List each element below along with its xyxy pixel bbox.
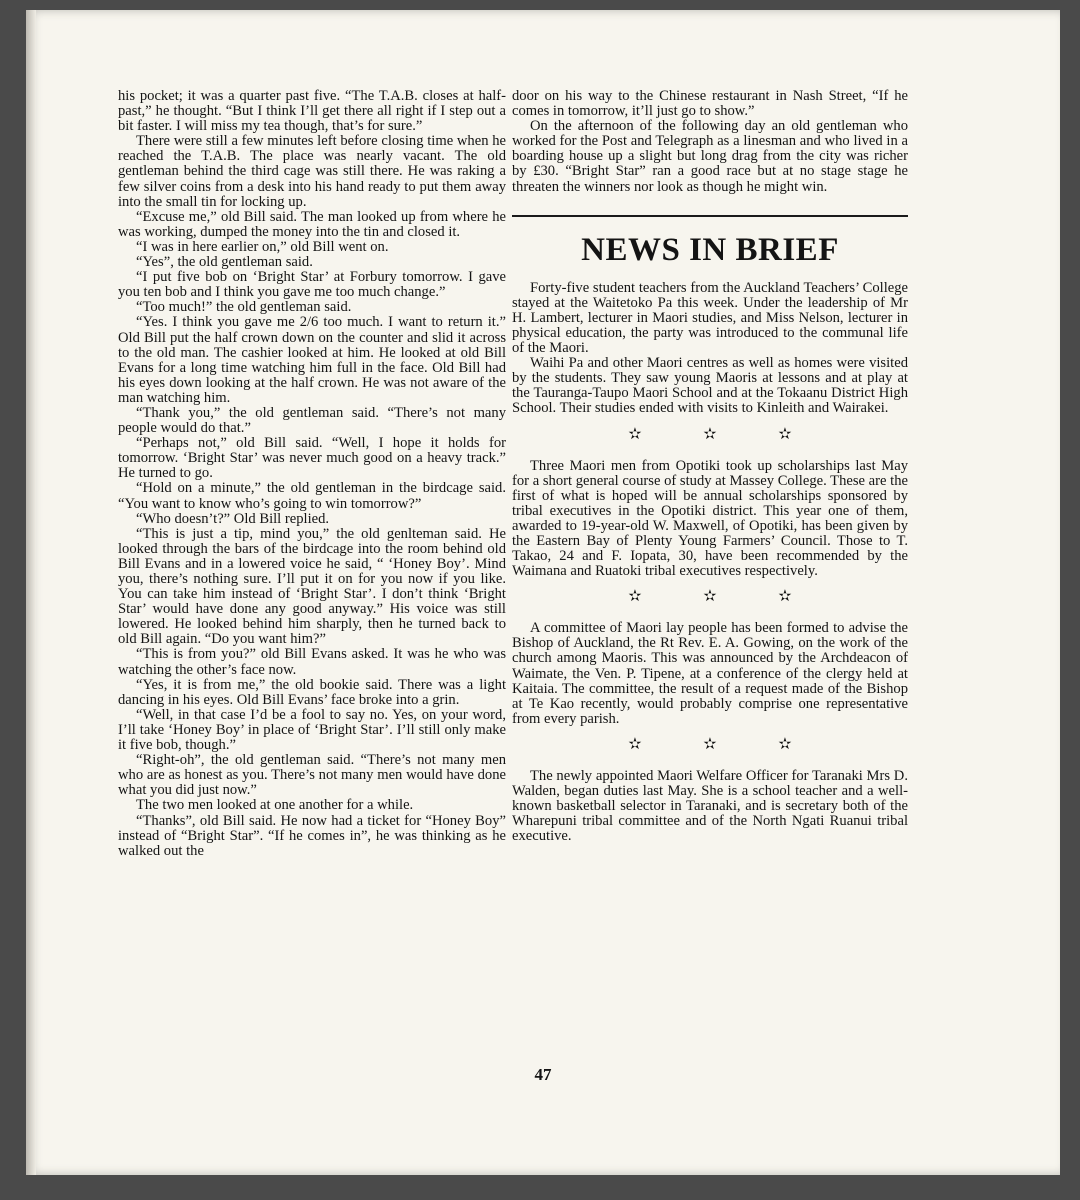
- star-icon: ✫: [703, 425, 717, 443]
- story-paragraph: “Yes”, the old gentleman said.: [136, 254, 313, 271]
- star-icon: ✫: [703, 588, 717, 606]
- section-divider: [512, 215, 908, 217]
- story-paragraph: The two men looked at one another for a while.: [136, 797, 414, 814]
- story-paragraph: his pocket; it was a quarter past five. “The T.A.B. closes at half-past,” he thought. “But I think I’ll get there all right if I step out a bit faster. I will miss my tea though, that’s for sure.”: [118, 88, 506, 135]
- story-paragraph: door on his way to the Chinese restaurant in Nash Street, “If he comes in tomorrow, it’ll just go to show.”: [512, 88, 908, 120]
- story-paragraph: “Excuse me,” old Bill said. The man looked up from where he was working, dumped the money into the tin and closed it.: [118, 208, 506, 240]
- story-paragraph: “I put five bob on ‘Bright Star’ at Forbury tomorrow. I gave you ten bob and I think you gave me too much change.”: [118, 269, 506, 301]
- story-paragraph: “Well, in that case I’d be a fool to say no. Yes, on your word, I’ll take ‘Honey Boy’ in place of ‘Bright Star’. I’ll still only make it five bob, though.”: [118, 706, 506, 754]
- star-icon: ✫: [628, 735, 642, 753]
- news-item-paragraph: A committee of Maori lay people has been formed to advise the Bishop of Auckland, the Rt Rev. E. A. Gowing, on the work of the church among Maoris. This was announced by the Archdeacon of Waimate, the Ven. P. Tipene, at a conference of the clergy held at Kaitaia. The committee, the result of a request made of the Bishop at Te Kao recently, would probably comprise one representative from every parish.: [512, 620, 908, 727]
- story-paragraph: “Too much!” the old gentleman said.: [136, 299, 352, 316]
- story-paragraph: “Right-oh”, the old gentleman said. “There’s not many men who are as honest as you. There’s not many men would have done what you did just now.”: [118, 752, 506, 799]
- story-paragraph: “Thank you,” the old gentleman said. “There’s not many people would do that.”: [118, 404, 506, 437]
- star-icon: ✫: [703, 735, 717, 753]
- story-paragraph: “This is from you?” old Bill Evans asked. It was he who was watching the other’s face now.: [118, 646, 506, 678]
- story-paragraph: “Yes, it is from me,” the old bookie said. There was a light dancing in his eyes. Old Bill Evans’ face broke into a grin.: [118, 676, 506, 708]
- news-item-paragraph: The newly appointed Maori Welfare Officer for Taranaki Mrs D. Walden, began duties last May. She is a school teacher and a well-known basketball selector in Taranaki, and is secretary both of the Wharepuni tribal committee and of the North Ngati Ruanui tribal executive.: [512, 767, 908, 845]
- story-paragraph: “Perhaps not,” old Bill said. “Well, I hope it holds for tomorrow. ‘Bright Star’ was never much good on a heavy track.” He turned to go.: [118, 435, 506, 482]
- story-paragraph: “Thanks”, old Bill said. He now had a ticket for “Honey Boy” instead of “Bright Star”. “If he comes in”, he was thinking as he walked out the: [118, 812, 506, 859]
- story-paragraph: “Yes. I think you gave me 2/6 too much. I want to return it.” Old Bill put the half crown down on the counter and slid it across to the old man. The cashier looked at him. He looked at old Bill Evans for a long time watching him full in the face. Old Bill had his eyes down looking at the half crown. He was not aware of the man watching him.: [118, 314, 506, 406]
- star-icon: ✫: [778, 425, 792, 443]
- story-paragraph: “I was in here earlier on,” old Bill went on.: [136, 238, 389, 255]
- story-paragraph: “Who doesn’t?” Old Bill replied.: [136, 510, 330, 527]
- news-item-paragraph: Waihi Pa and other Maori centres as well as homes were visited by the students. They saw young Maoris at lessons and at play at the Tauranga-Taupo Maori School and at the Tokaanu District High School. Their studies ended with visits to Kinleith and Wairakei.: [512, 355, 908, 417]
- story-paragraph: On the afternoon of the following day an old gentleman who worked for the Post and Telegraph as a linesman and who lived in a boarding house up a slight but long drag from the city was richer by £30. “Bright Star” ran a good race but at no stage stage he threaten the winners nor look as though he might win.: [512, 118, 908, 195]
- column-right: [512, 89, 908, 844]
- star-icon: ✫: [628, 588, 642, 606]
- page-binding-shadow: [26, 10, 36, 1175]
- story-paragraph: “This is just a tip, mind you,” the old genlteman said. He looked through the bars of the birdcage into the room behind old Bill Evans and in a lowered voice he said, “ ‘Honey Boy’. Mind you, there’s nothing sure. I’ll put it on for you now if you like. You can take him instead of ‘Bright Star’. I don’t think ‘Bright Star’ would have done any good anyway.” His voice was still lowered. He looked behind him sharply, then he turned back to old Bill again. “Do you want him?”: [118, 525, 506, 648]
- star-separator: [512, 425, 908, 445]
- star-icon: ✫: [778, 735, 792, 753]
- news-heading: NEWS IN BRIEF: [581, 231, 839, 268]
- page-number: 47: [534, 1065, 552, 1084]
- story-paragraph: “Hold on a minute,” the old gentleman in the birdcage said. “You want to know who’s going to win tomorrow?”: [118, 480, 506, 512]
- star-icon: ✫: [628, 425, 642, 443]
- news-item-paragraph: Three Maori men from Opotiki took up scholarships last May for a short general course of study at Massey College. These are the first of what is hoped will be annual scholarships sponsored by tribal executives in the Opotiki district. This year one of them, awarded to 19-year-old W. Maxwell, of Opotiki, has been given by the Eastern Bay of Plenty Young Farmers’ Council. Those to T. Takao, 24 and F. Iopata, 30, have been recommended by the Waimana and Ruatoki tribal executives respectively.: [512, 457, 908, 580]
- magazine-page: [26, 10, 1060, 1175]
- star-separator: [512, 735, 908, 755]
- star-separator: [512, 587, 908, 607]
- story-column-left: [118, 89, 506, 859]
- star-icon: ✫: [778, 588, 792, 606]
- story-paragraph: There were still a few minutes left before closing time when he reached the T.A.B. The place was nearly vacant. The old gentleman behind the third cage was still there. He was raking a few silver coins from a desk into his hand ready to put them away into the small tin for locking up.: [118, 133, 506, 210]
- news-item-paragraph: Forty-five student teachers from the Auckland Teachers’ College stayed at the Waitetoko Pa this week. Under the leadership of Mr H. Lambert, lecturer in Maori studies, and Miss Nelson, lecturer in physical education, the party was introduced to the communal life of the Maori.: [512, 279, 908, 357]
